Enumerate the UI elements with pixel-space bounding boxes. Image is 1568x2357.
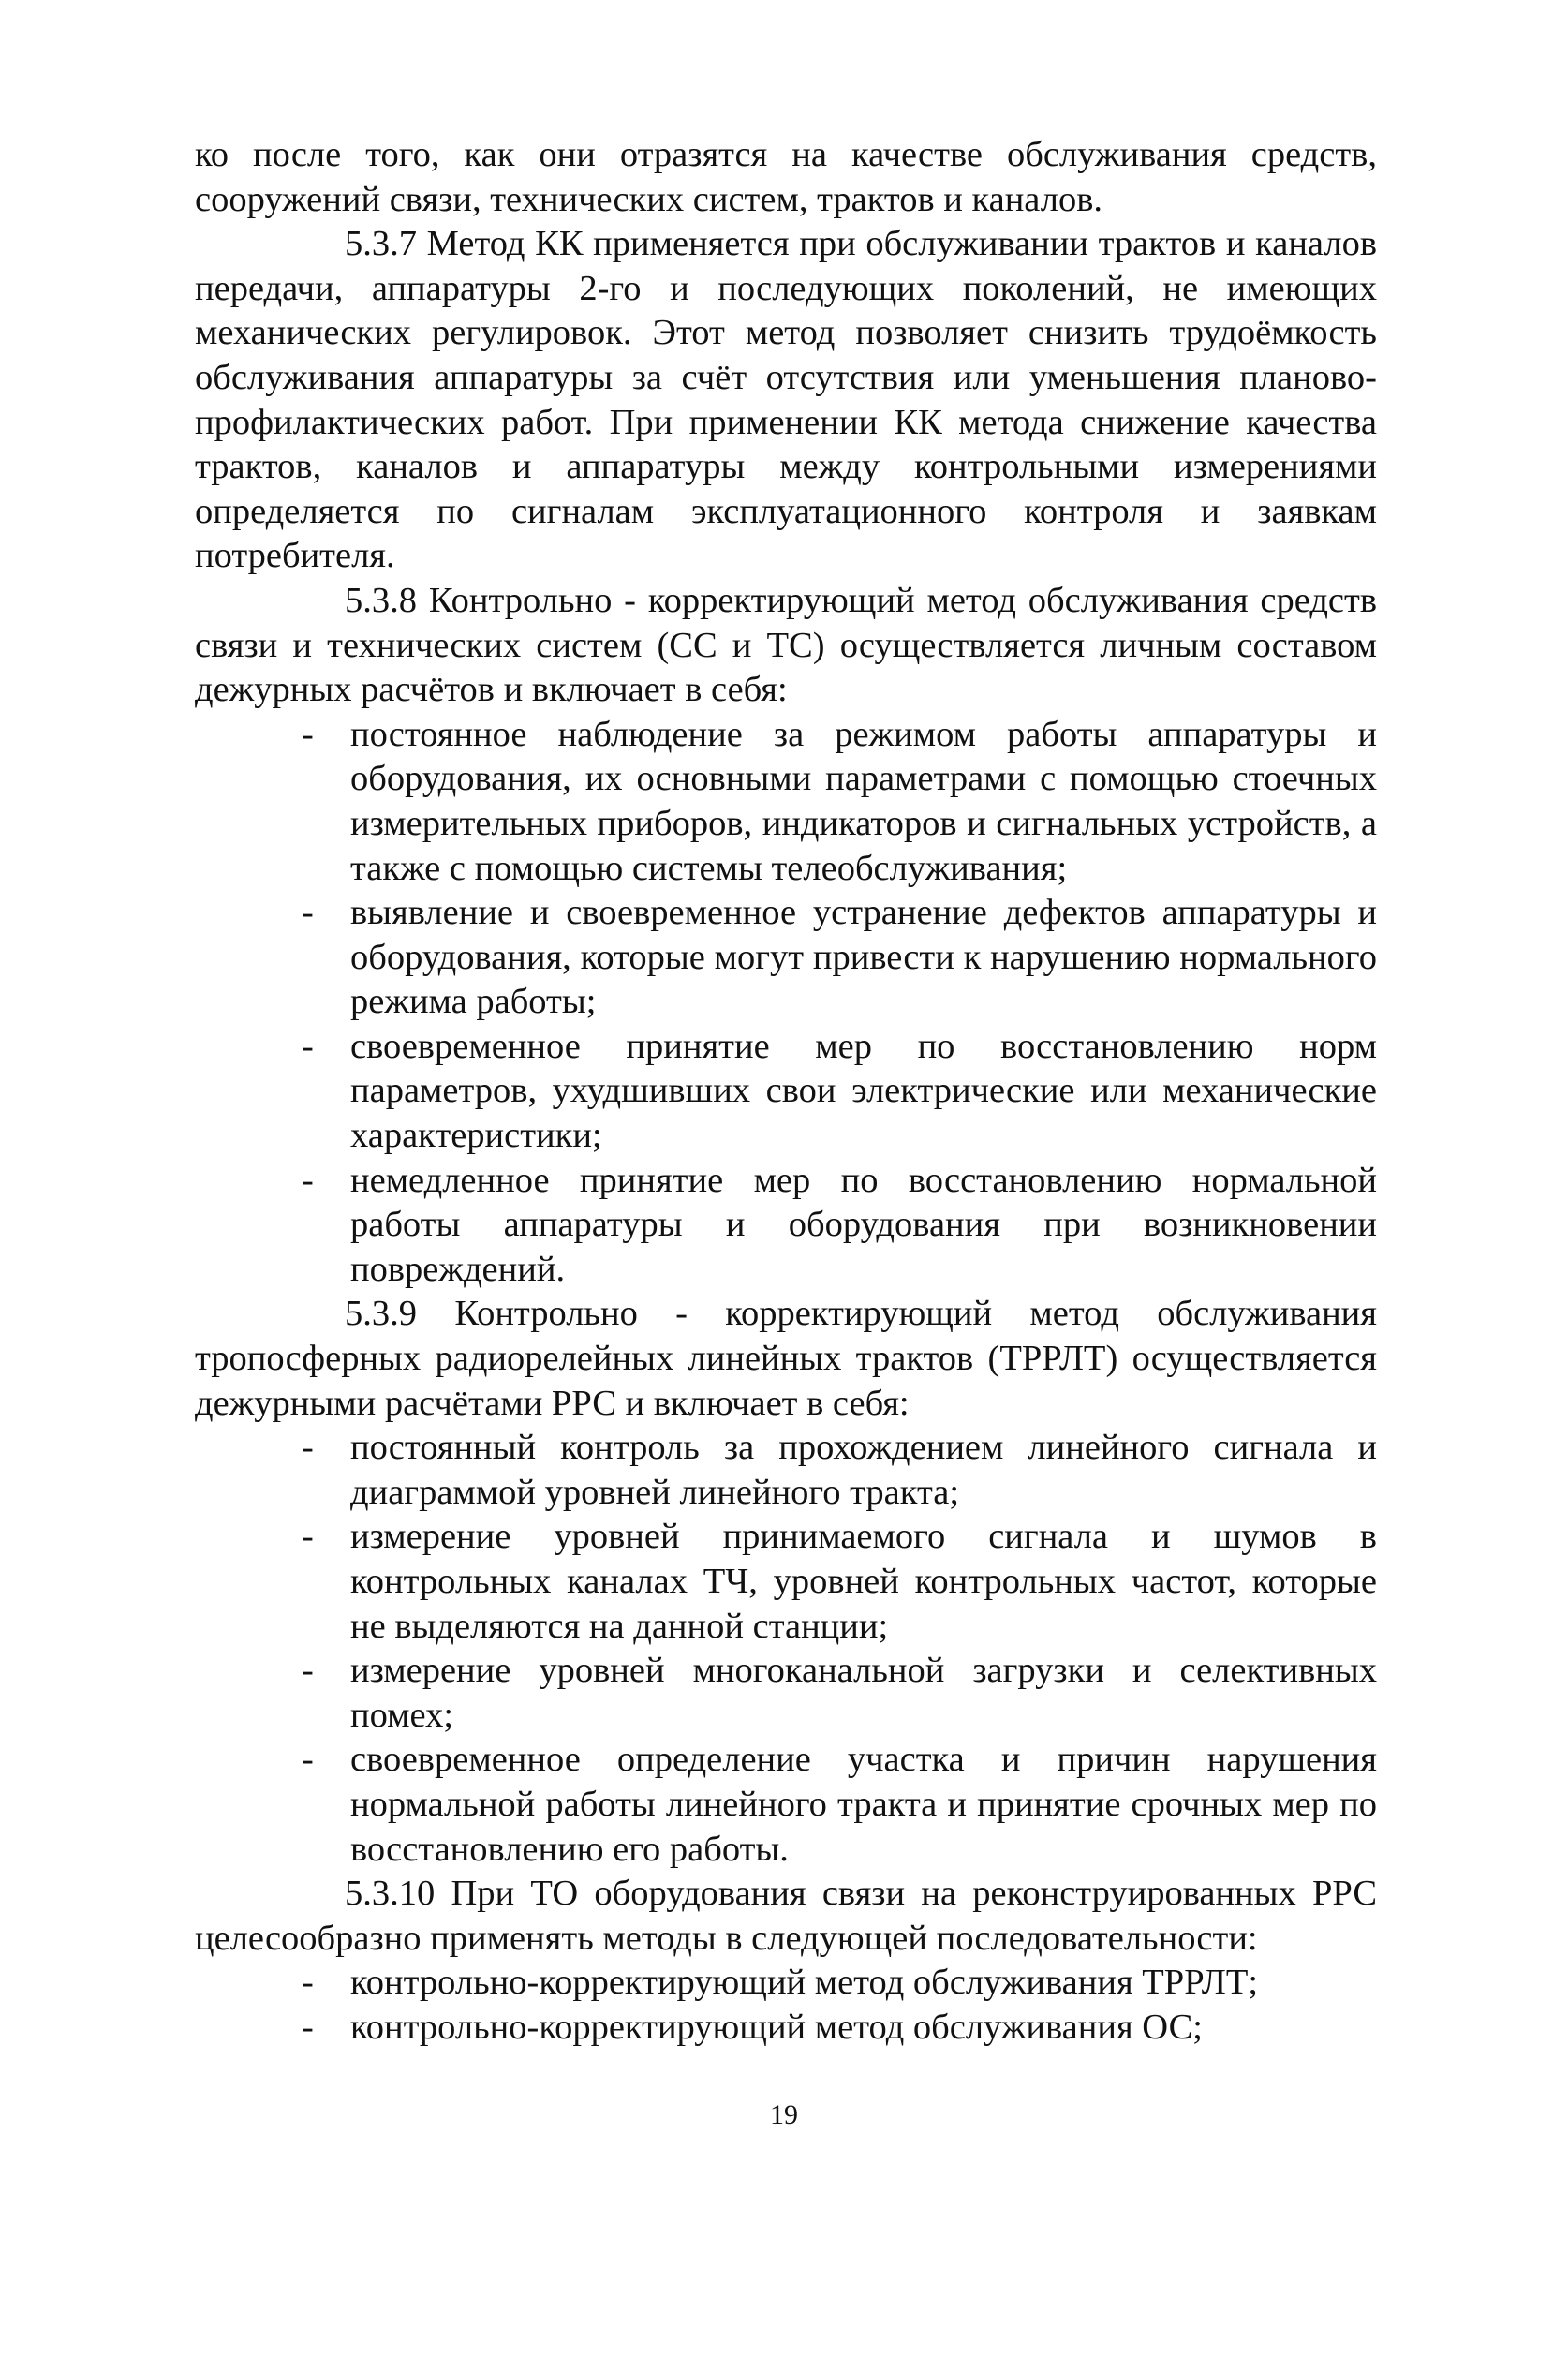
- bullet-dash: -: [302, 1428, 314, 1468]
- list-5-3-8: [195, 713, 1377, 1293]
- page-body: [195, 133, 1377, 2051]
- list-item-text: выявление и своевременное устранение дефектов аппаратуры и оборудования, которые могут привести к нарушению нормального режима работы;: [350, 893, 1377, 1022]
- paragraph-5-3-10-intro: 5.3.10 При ТО оборудования связи на реконструированных РРС целесообразно применять методы в следующей последовательности:: [195, 1874, 1377, 1958]
- list-5-3-9: [195, 1426, 1377, 1872]
- bullet-dash: -: [302, 893, 314, 933]
- list-item: [195, 1961, 1377, 2006]
- list-item: [195, 2006, 1377, 2051]
- list-item-text: контрольно-корректирующий метод обслуживания ОС;: [350, 2007, 1203, 2047]
- bullet-dash: -: [302, 714, 314, 754]
- bullet-dash: -: [302, 1740, 314, 1780]
- bullet-dash: -: [302, 1517, 314, 1557]
- bullet-dash: -: [302, 1651, 314, 1691]
- paragraph-5-3-9-intro: 5.3.9 Контрольно - корректирующий метод обслуживания тропосферных радиорелейных линейных трактов (ТРРЛТ) осуществляется дежурными расчётами РРС и включает в себя:: [195, 1294, 1377, 1423]
- list-item-text: немедленное принятие мер по восстановлению нормальной работы аппаратуры и оборудования при возникновении повреждений.: [350, 1160, 1377, 1289]
- list-item-text: своевременное принятие мер по восстановлению норм параметров, ухудшивших свои электрические или механические характеристики;: [350, 1026, 1377, 1156]
- list-5-3-10: [195, 1961, 1377, 2050]
- list-item-text: измерение уровней многоканальной загрузки и селективных помех;: [350, 1651, 1377, 1735]
- list-item-text: постоянное наблюдение за режимом работы аппаратуры и оборудования, их основными параметрами с помощью стоечных измерительных приборов, индикаторов и сигнальных устройств, а также с помощью системы телеобслуживания;: [350, 714, 1377, 888]
- list-item-text: контрольно-корректирующий метод обслуживания ТРРЛТ;: [350, 1963, 1259, 2003]
- list-item: [195, 1649, 1377, 1738]
- list-item-text: постоянный контроль за прохождением линейного сигнала и диаграммой уровней линейного тракта;: [350, 1428, 1377, 1512]
- continuation-paragraph: ко после того, как они отразятся на качестве обслуживания средств, сооружений связи, технических систем, трактов и каналов.: [195, 135, 1377, 219]
- list-item: [195, 1738, 1377, 1872]
- list-item: [195, 1025, 1377, 1159]
- list-item: [195, 713, 1377, 891]
- page-number: 19: [770, 2099, 798, 2130]
- list-item: [195, 1159, 1377, 1293]
- bullet-dash: -: [302, 1160, 314, 1200]
- bullet-dash: -: [302, 1963, 314, 2003]
- list-item: [195, 1515, 1377, 1649]
- list-item-text: измерение уровней принимаемого сигнала и шумов в контрольных каналах ТЧ, уровней контрольных частот, которые не выделяются на данной станции;: [350, 1517, 1377, 1646]
- bullet-dash: -: [302, 1026, 314, 1066]
- list-item: [195, 1426, 1377, 1515]
- paragraph-5-3-8-intro: 5.3.8 Контрольно - корректирующий метод обслуживания средств связи и технических систем (СС и ТС) осуществляется личным составом дежурных расчётов и включает в себя:: [195, 580, 1377, 710]
- list-item-text: своевременное определение участка и причин нарушения нормальной работы линейного тракта и принятие срочных мер по восстановлению его работы.: [350, 1740, 1377, 1869]
- list-item: [195, 891, 1377, 1025]
- paragraph-5-3-7: 5.3.7 Метод КК применяется при обслуживании трактов и каналов передачи, аппаратуры 2-го и последующих поколений, не имеющих механических регулировок. Этот метод позволяет снизить трудоёмкость обслуживания аппаратуры за счёт отсутствия или уменьшения планово-профилактических работ. При применении КК метода снижение качества трактов, каналов и аппаратуры между контрольными измерениями определяется по сигналам эксплуатационного контроля и заявкам потребителя.: [195, 224, 1377, 576]
- bullet-dash: -: [302, 2007, 314, 2047]
